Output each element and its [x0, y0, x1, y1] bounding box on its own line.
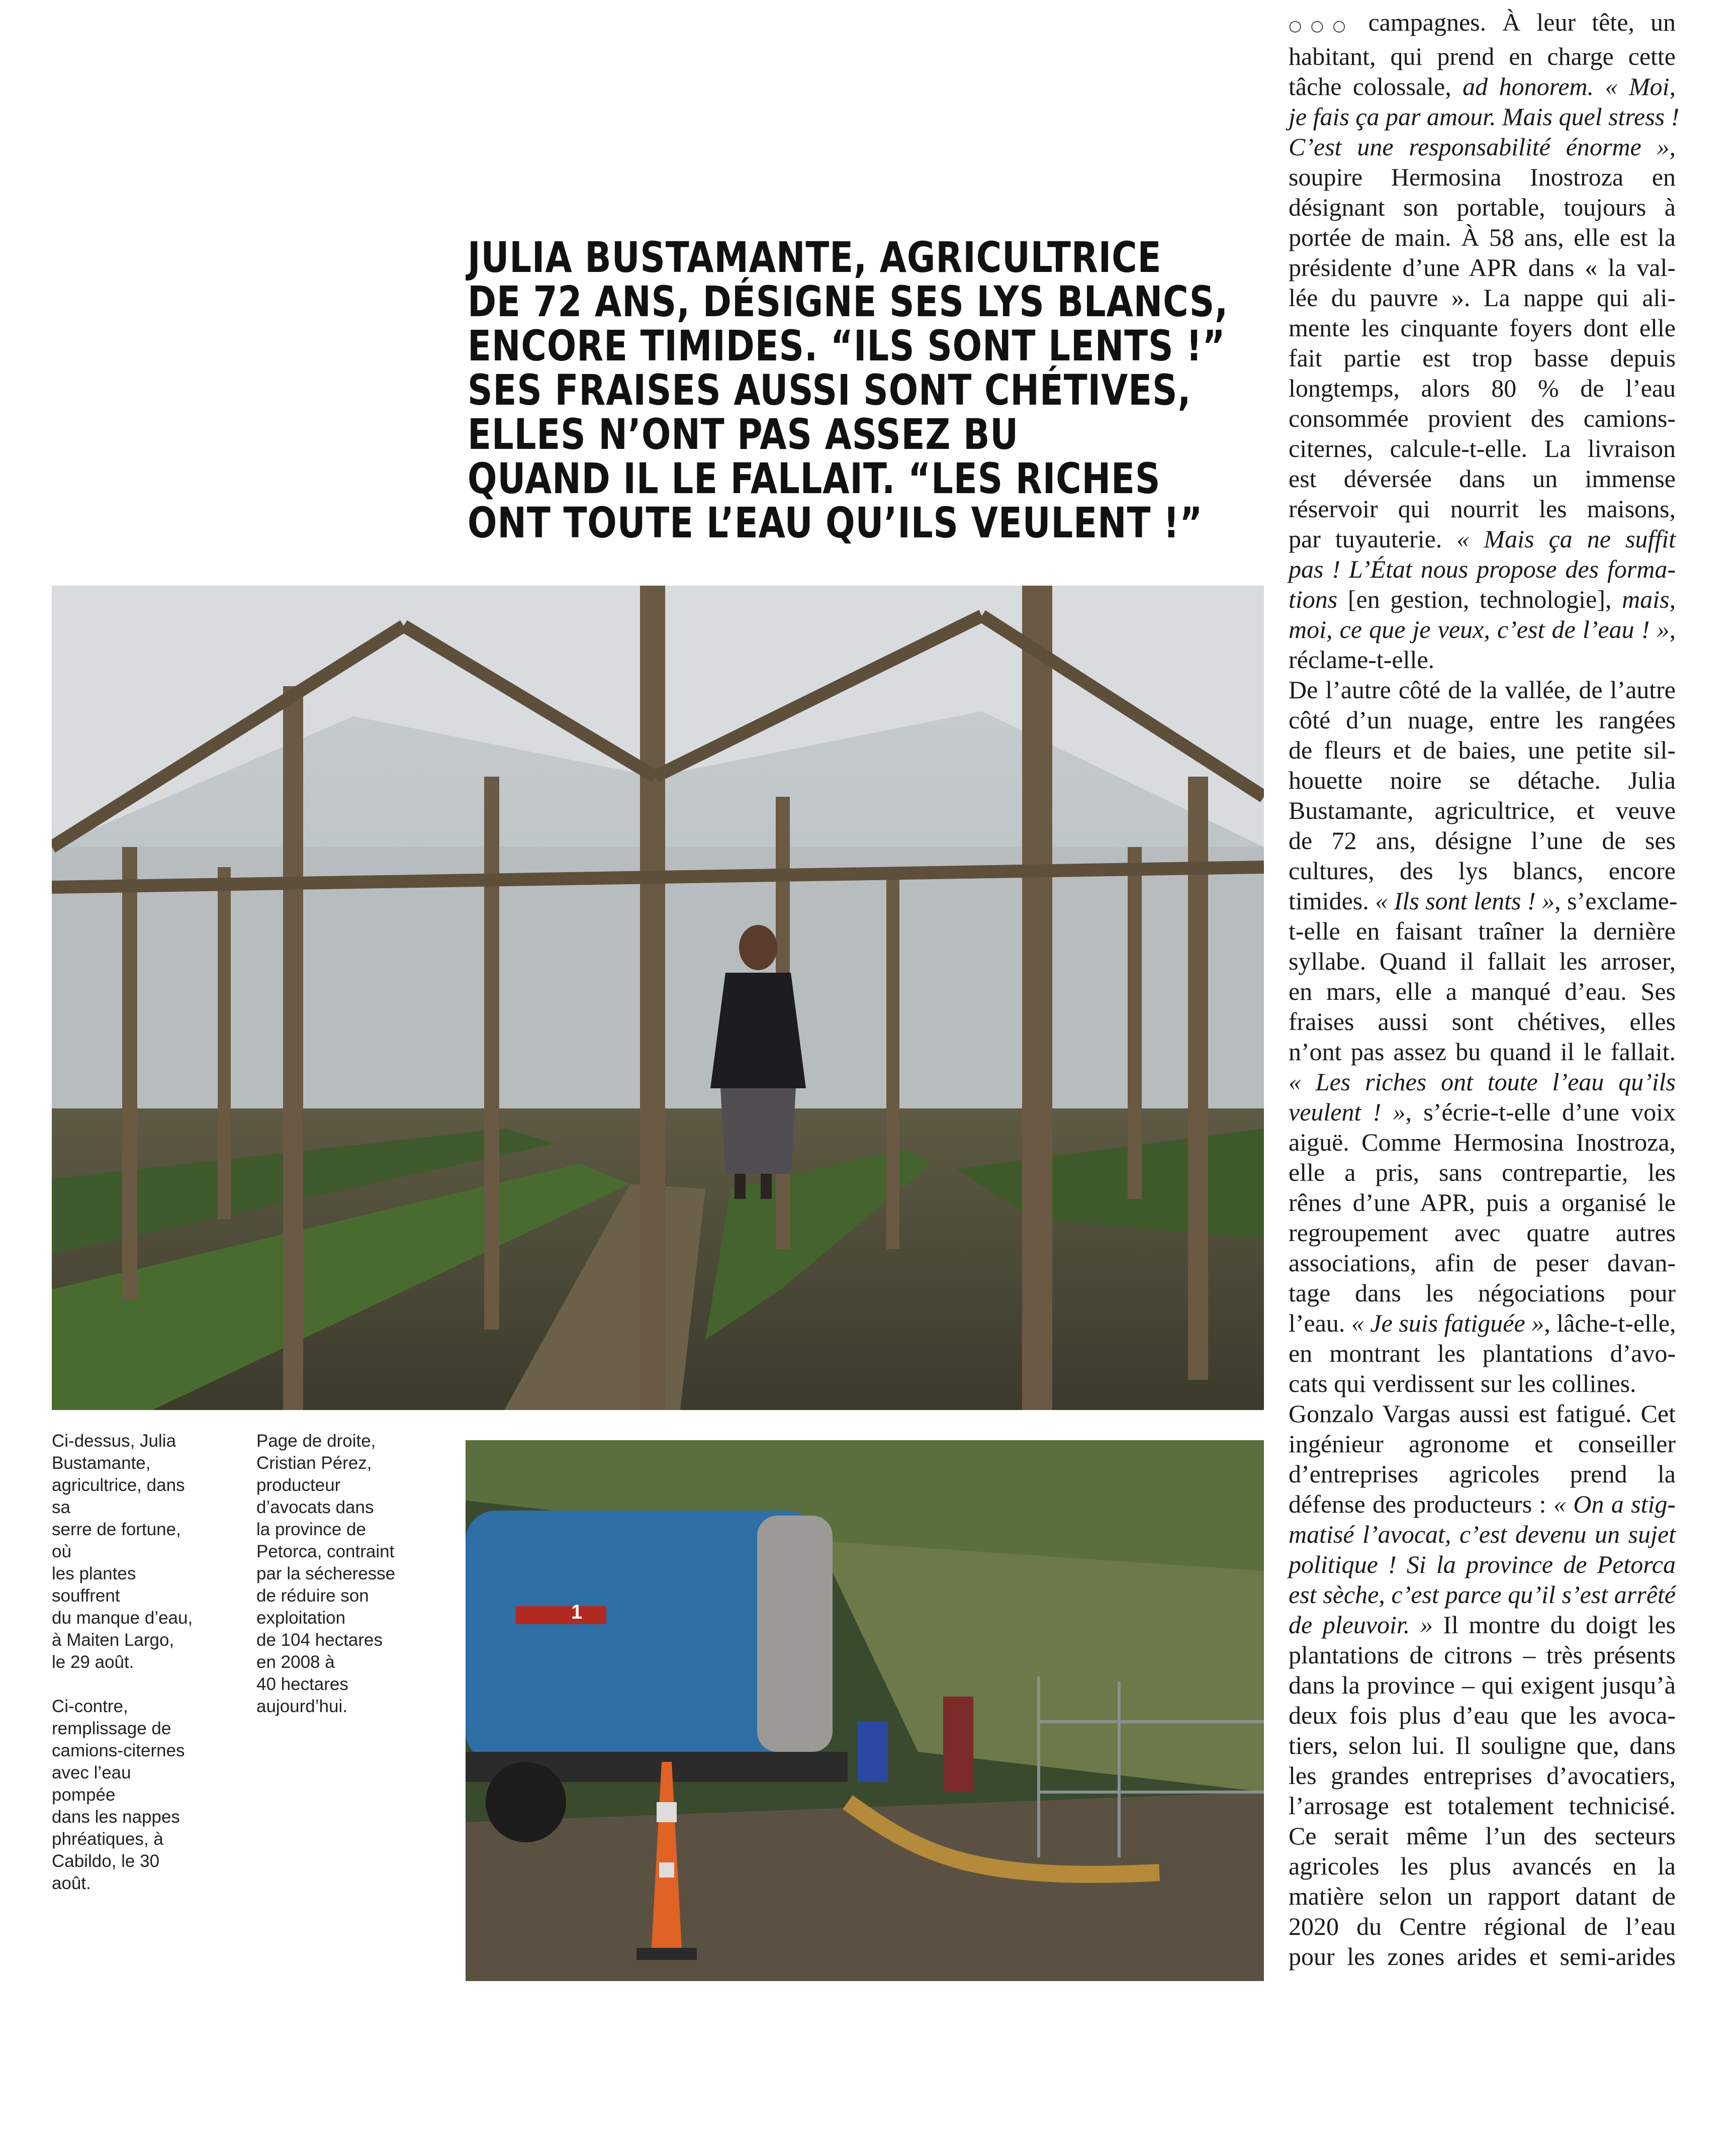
body-line: tage dans les négociations pour	[1289, 1279, 1676, 1307]
pull-quote-line: SES FRAISES AUSSI SONT CHÉTIVES,	[468, 365, 1192, 415]
body-line: Bustamante, agricultrice, et veuve	[1289, 796, 1676, 824]
body-italic: mais,	[1622, 585, 1676, 613]
body-line: cats qui verdissent sur les collines.	[1289, 1369, 1636, 1397]
body-italic: moi, ce que je veux, c’est de l’eau ! »,	[1289, 615, 1676, 643]
body-line: pour les zones arides et semi-arides	[1289, 1942, 1676, 1971]
body-line: elle a pris, sans contrepartie, les	[1289, 1158, 1676, 1186]
body-italic: politique ! Si la province de Petorca	[1289, 1550, 1676, 1578]
body-line: réclame-t-elle.	[1289, 645, 1435, 674]
body-italic: je fais ça par amour. Mais quel stress !	[1289, 103, 1680, 131]
caption-line: dans les nappes	[52, 1807, 180, 1827]
body-italic: tions	[1289, 585, 1348, 613]
body-line: regroupement avec quatre autres	[1289, 1218, 1676, 1247]
body-line	[1289, 1067, 1676, 1097]
pull-quote-line: DE 72 ANS, DÉSIGNE SES LYS BLANCS,	[468, 277, 1229, 326]
body-line: longtemps, alors 80 % de l’eau	[1289, 374, 1676, 402]
body-line: en mars, elle a manqué d’eau. Ses	[1289, 977, 1676, 1005]
caption-line: Cabildo, le 30 août.	[52, 1851, 160, 1893]
caption-water-trucks	[52, 1696, 198, 1895]
body-line: aiguë. Comme Hermosina Inostroza,	[1289, 1128, 1676, 1156]
body-line: par tuyauterie. « Mais ça ne suffit	[1289, 525, 1676, 553]
caption-greenhouse	[52, 1430, 198, 1673]
body-line: désignant son portable, toujours à	[1289, 193, 1676, 221]
body-line: plantations de citrons – très présents	[1289, 1641, 1676, 1669]
body-line	[1289, 132, 1676, 162]
body-line: lée du pauvre ». La nappe qui ali-	[1289, 284, 1676, 312]
body-line: défense des producteurs : « On a stig-	[1289, 1490, 1676, 1518]
truck-number: 1	[571, 1601, 583, 1623]
caption-line: agricultrice, dans sa	[52, 1475, 185, 1517]
caption-line: Ci-contre,	[52, 1697, 128, 1716]
body-line: mente les cinquante foyers dont elle	[1289, 314, 1676, 342]
body-line: fraises aussi sont chétives, elles	[1289, 1007, 1676, 1036]
caption-line: le 29 août.	[52, 1652, 134, 1672]
body-line	[1289, 614, 1676, 644]
body-line: dans la province – qui exigent jusqu’à	[1289, 1671, 1676, 1699]
body-italic: « Ils sont lents ! »	[1375, 887, 1555, 915]
body-line: soupire Hermosina Inostroza en	[1289, 163, 1676, 191]
body-line: n’ont pas assez bu quand il le fallait.	[1289, 1038, 1676, 1066]
body-line: est déversée dans un immense	[1289, 464, 1676, 493]
body-italic: est sèche, c’est parce qu’il s’est arrêté	[1289, 1580, 1676, 1609]
body-line: tiers, selon lui. Il souligne que, dans	[1289, 1731, 1676, 1759]
caption-left	[52, 1430, 198, 1917]
body-line: réservoir qui nourrit les maisons,	[1289, 495, 1676, 523]
body-line: citernes, calcule-t-elle. La livraison	[1289, 434, 1676, 462]
body-line: habitant, qui prend en charge cette	[1289, 42, 1676, 70]
caption-line: Cristian Pérez,	[256, 1453, 372, 1473]
body-line: tâche colossale, ad honorem. « Moi,	[1289, 72, 1676, 101]
body-italic: de pleuvoir. »	[1289, 1611, 1433, 1639]
body-line: les grandes entreprises d’avocatiers,	[1289, 1761, 1676, 1790]
body-line: Ce serait même l’un des secteurs	[1289, 1822, 1676, 1850]
body-line: timides. « Ils sont lents ! », s’exclame-	[1289, 887, 1678, 915]
continuation-marker: ○○○	[1289, 17, 1368, 35]
caption-line: avec l’eau pompée	[52, 1763, 131, 1805]
body-line	[1289, 1579, 1676, 1610]
caption-line: Petorca, contraint	[256, 1542, 395, 1561]
body-line	[1289, 1519, 1676, 1549]
body-line: consommée provient des camions-	[1289, 404, 1676, 432]
caption-line: par la sécheresse	[256, 1564, 396, 1583]
body-line	[1289, 1549, 1676, 1579]
body-line: De l’autre côté de la vallée, de l’autre	[1289, 676, 1676, 704]
caption-line: phréatiques, à	[52, 1829, 163, 1849]
caption-line: de 104 hectares	[256, 1630, 383, 1650]
body-line: Gonzalo Vargas aussi est fatigué. Cet	[1289, 1399, 1676, 1428]
caption-line: la province de	[256, 1520, 366, 1539]
caption-line: du manque d’eau,	[52, 1608, 193, 1628]
body-italic: pas ! L’État nous propose des forma-	[1289, 555, 1676, 583]
caption-line: Page de droite,	[256, 1431, 376, 1451]
body-line: présidente d’une APR dans « la val-	[1289, 253, 1676, 282]
caption-line: les plantes souffrent	[52, 1564, 136, 1606]
caption-line: serre de fortune, où	[52, 1520, 181, 1561]
caption-avocado-producer	[256, 1430, 417, 1718]
body-line: côté d’un nuage, entre les rangées	[1289, 706, 1676, 734]
caption-line: 40 hectares	[256, 1674, 348, 1694]
pull-quote-line: QUAND IL LE FALLAIT. “LES RICHES	[468, 454, 1161, 503]
greenhouse-photo	[52, 586, 1264, 1410]
caption-line: aujourd’hui.	[256, 1697, 347, 1716]
pull-quote-line: ONT TOUTE L’EAU QU’ILS VEULENT !”	[468, 498, 1203, 547]
pull-quote-line: JULIA BUSTAMANTE, AGRICULTRICE	[468, 233, 1162, 282]
body-line: houette noire se détache. Julia	[1289, 766, 1676, 794]
body-line: ingénieur agronome et conseiller	[1289, 1430, 1676, 1458]
body-italic: matisé l’avocat, c’est devenu un sujet	[1289, 1520, 1676, 1548]
pull-quote-line: ELLES N’ONT PAS ASSEZ BU	[468, 410, 1019, 459]
body-line: associations, afin de peser davan-	[1289, 1249, 1676, 1277]
caption-line: exploitation	[256, 1608, 346, 1628]
caption-right	[256, 1430, 417, 1740]
caption-line: Ci-dessus, Julia	[52, 1431, 176, 1451]
body-italic: « Les riches ont toute l’eau qu’ils	[1289, 1068, 1676, 1096]
water-truck-photo	[466, 1440, 1264, 1981]
body-line	[1289, 554, 1676, 584]
body-line: 2020 du Centre régional de l’eau	[1289, 1912, 1676, 1940]
body-line: cultures, des lys blancs, encore	[1289, 857, 1676, 885]
body-line: de fleurs et de baies, une petite sil-	[1289, 736, 1676, 764]
body-italic: C’est une responsabilité énorme »,	[1289, 133, 1676, 161]
body-line: de pleuvoir. » Il montre du doigt les	[1289, 1611, 1676, 1639]
caption-line: producteur	[256, 1475, 341, 1495]
body-italic: veulent ! »	[1289, 1098, 1406, 1126]
caption-line: d’avocats dans	[256, 1497, 374, 1517]
body-italic: « Je suis fatiguée »	[1351, 1309, 1544, 1337]
body-line: portée de main. À 58 ans, elle est la	[1289, 223, 1676, 251]
pull-quote	[468, 233, 1229, 547]
caption-line: remplissage de	[52, 1719, 171, 1738]
body-line: veulent ! », s’écrie-t-elle d’une voix	[1289, 1098, 1676, 1126]
caption-line: en 2008 à	[256, 1652, 335, 1672]
body-line: matière selon un rapport datant de	[1289, 1882, 1676, 1910]
pull-quote-line: ENCORE TIMIDES. “ILS SONT LENTS !”	[468, 321, 1226, 370]
caption-line: Bustamante,	[52, 1453, 151, 1473]
body-line: deux fois plus d’eau que les avoca-	[1289, 1701, 1676, 1729]
body-line: t-elle en faisant traîner la dernière	[1289, 917, 1676, 945]
body-line: l’arrosage est totalement technicisé.	[1289, 1792, 1676, 1820]
body-line: ○○○ campagnes. À leur tête, un	[1289, 8, 1676, 36]
caption-line: de réduire son	[256, 1586, 369, 1606]
body-line: tions [en gestion, technologie], mais,	[1289, 585, 1676, 613]
caption-line: camions-citernes	[52, 1741, 185, 1760]
body-line: syllabe. Quand il fallait les arroser,	[1289, 947, 1676, 975]
body-italic: ad honorem. « Moi,	[1463, 72, 1676, 101]
body-line	[1289, 102, 1680, 132]
body-line: en montrant les plantations d’avo-	[1289, 1339, 1676, 1367]
caption-line: à Maiten Largo,	[52, 1630, 174, 1650]
body-line: d’entreprises agricoles prend la	[1289, 1460, 1676, 1488]
article-body	[1289, 7, 1680, 1972]
body-italic: « Mais ça ne suffit	[1456, 525, 1676, 553]
body-line: agricoles les plus avancés en la	[1289, 1852, 1676, 1880]
body-line: l’eau. « Je suis fatiguée », lâche-t-elle,	[1289, 1309, 1676, 1337]
body-italic: « On a stig-	[1553, 1490, 1676, 1518]
body-line: de 72 ans, désigne l’une de ses	[1289, 826, 1676, 855]
body-line: rênes d’une APR, puis a organisé le	[1289, 1188, 1676, 1216]
body-line: fait partie est trop basse depuis	[1289, 344, 1676, 372]
